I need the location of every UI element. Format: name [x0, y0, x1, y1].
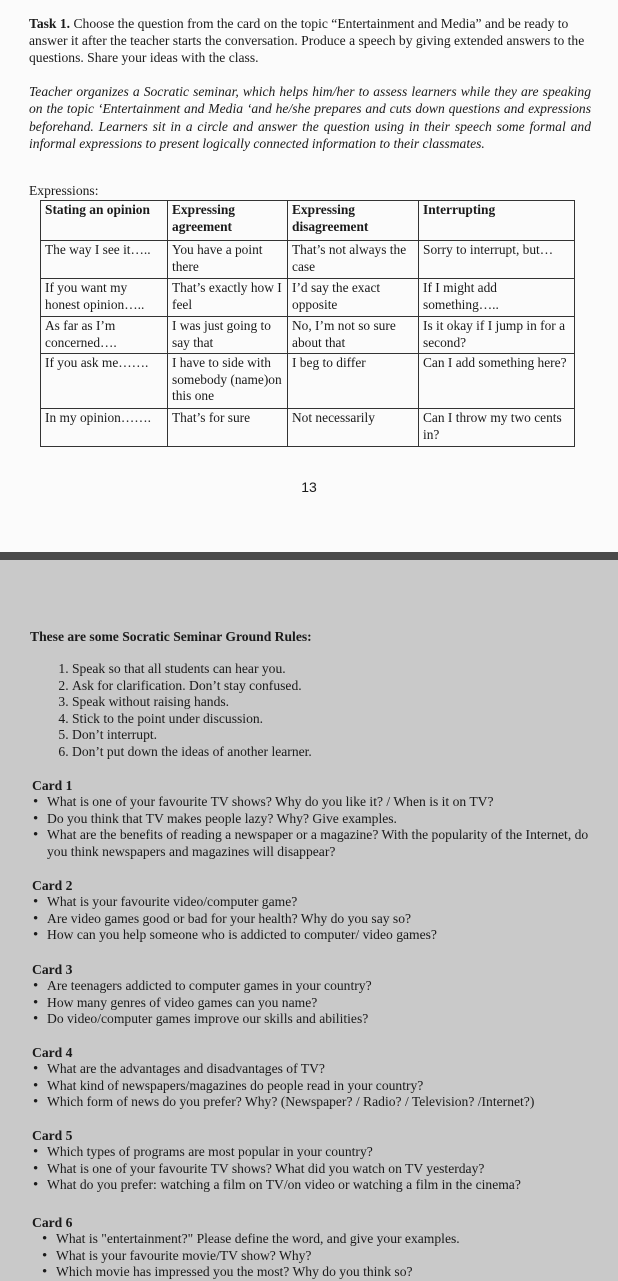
card-5 — [32, 1128, 592, 1194]
table-header-row — [41, 201, 575, 241]
table-cell: That’s not always the case — [288, 241, 419, 279]
card-4 — [32, 1045, 592, 1111]
card-2 — [32, 878, 592, 944]
card-title: Card 5 — [32, 1128, 73, 1143]
card-3 — [32, 962, 592, 1028]
header-interrupting: Interrupting — [419, 201, 575, 241]
card-question: • Which form of news do you prefer? Why? (Newspaper? / Radio? / Television? /Internet?) — [47, 1094, 592, 1110]
task-text: Choose the question from the card on the topic “Entertainment and Media” and be ready to answer it after the teacher starts the conversation. Produce a speech by giving extended answers to the questions. Share your ideas with the class. — [29, 16, 585, 65]
table-row — [41, 279, 575, 317]
card-question: • Do video/computer games improve our skills and abilities? — [47, 1011, 592, 1027]
card-question: • What do you prefer: watching a film on TV/on video or watching a film in the cinema? — [47, 1177, 592, 1193]
card-question: • Which movie has impressed you the most? Why do you think so? — [56, 1264, 592, 1280]
page-separator — [0, 552, 618, 560]
page-number: 13 — [301, 479, 317, 495]
card-question: • What is your favourite movie/TV show? Why? — [56, 1248, 592, 1264]
card-question: • Do you think that TV makes people lazy? Why? Give examples. — [47, 811, 592, 827]
card-question: • What are the benefits of reading a newspaper or a magazine? With the popularity of the Internet, do you think newspapers and magazines will disappear? — [47, 827, 592, 860]
teacher-note: Teacher organizes a Socratic seminar, which helps him/her to assess learners while they are speaking on the topic ‘Entertainment and Media ‘and he/she prepares and cuts down questions and expressions beforehand. Learners sit in a circle and answer the question using in their speech some formal and informal expressions to present logically connected information to their classmates. — [29, 84, 591, 151]
header-expressing-agreement: Expressing agreement — [168, 201, 288, 241]
rules-title: These are some Socratic Seminar Ground Rules: — [30, 629, 312, 644]
table-cell: I beg to differ — [288, 354, 419, 409]
table-cell: In my opinion……. — [41, 409, 168, 447]
card-question: • What are the advantages and disadvantages of TV? — [47, 1061, 592, 1077]
table-row — [41, 409, 575, 447]
card-title: Card 4 — [32, 1045, 73, 1060]
table-cell: Sorry to interrupt, but… — [419, 241, 575, 279]
card-question: • How can you help someone who is addicted to computer/ video games? — [47, 927, 592, 943]
table-cell: Can I add something here? — [419, 354, 575, 409]
page-14 — [0, 560, 618, 1281]
table-row — [41, 317, 575, 354]
table-cell: If I might add something….. — [419, 279, 575, 317]
card-title: Card 6 — [32, 1215, 73, 1230]
card-title: Card 3 — [32, 962, 73, 977]
table-row — [41, 354, 575, 409]
table-cell: The way I see it….. — [41, 241, 168, 279]
list-item: 3. Speak without raising hands. — [72, 694, 312, 711]
table-cell: That’s exactly how I feel — [168, 279, 288, 317]
list-item: 2. Ask for clarification. Don’t stay confused. — [72, 678, 312, 695]
table-cell: You have a point there — [168, 241, 288, 279]
table-row — [41, 241, 575, 279]
card-question: • Which types of programs are most popular in your country? — [47, 1144, 592, 1160]
list-item: 5. Don’t interrupt. — [72, 727, 312, 744]
card-question: • What is one of your favourite TV shows? Why do you like it? / When is it on TV? — [47, 794, 592, 810]
table-cell: If you want my honest opinion….. — [41, 279, 168, 317]
card-1 — [32, 778, 592, 860]
table-cell: Is it okay if I jump in for a second? — [419, 317, 575, 354]
table-cell: I’d say the exact opposite — [288, 279, 419, 317]
card-question: • Are teenagers addicted to computer games in your country? — [47, 978, 592, 994]
task-label: Task 1. — [29, 16, 71, 31]
card-title: Card 2 — [32, 878, 73, 893]
card-question: • What is "entertainment?" Please define the word, and give your examples. — [56, 1231, 592, 1247]
card-6 — [32, 1215, 592, 1281]
page-13 — [0, 0, 618, 552]
card-question: • What is one of your favourite TV shows? What did you watch on TV yesterday? — [47, 1161, 592, 1177]
header-stating-opinion: Stating an opinion — [41, 201, 168, 241]
rules-list — [34, 661, 312, 760]
task-instruction — [29, 15, 591, 66]
table-cell: Can I throw my two cents in? — [419, 409, 575, 447]
card-question: • What kind of newspapers/magazines do people read in your country? — [47, 1078, 592, 1094]
list-item: 1. Speak so that all students can hear you. — [72, 661, 312, 678]
header-expressing-disagreement: Expressing disagreement — [288, 201, 419, 241]
expressions-table — [40, 200, 575, 447]
table-cell: Not necessarily — [288, 409, 419, 447]
list-item: 6. Don’t put down the ideas of another learner. — [72, 744, 312, 761]
table-cell: That’s for sure — [168, 409, 288, 447]
table-cell: No, I’m not so sure about that — [288, 317, 419, 354]
card-question: • How many genres of video games can you name? — [47, 995, 592, 1011]
list-item: 4. Stick to the point under discussion. — [72, 711, 312, 728]
card-title: Card 1 — [32, 778, 73, 793]
card-question: • What is your favourite video/computer game? — [47, 894, 592, 910]
table-cell: If you ask me……. — [41, 354, 168, 409]
table-cell: I was just going to say that — [168, 317, 288, 354]
expressions-label: Expressions: — [29, 183, 99, 198]
card-question: • Are video games good or bad for your health? Why do you say so? — [47, 911, 592, 927]
table-cell: I have to side with somebody (name)on this one — [168, 354, 288, 409]
table-cell: As far as I’m concerned…. — [41, 317, 168, 354]
